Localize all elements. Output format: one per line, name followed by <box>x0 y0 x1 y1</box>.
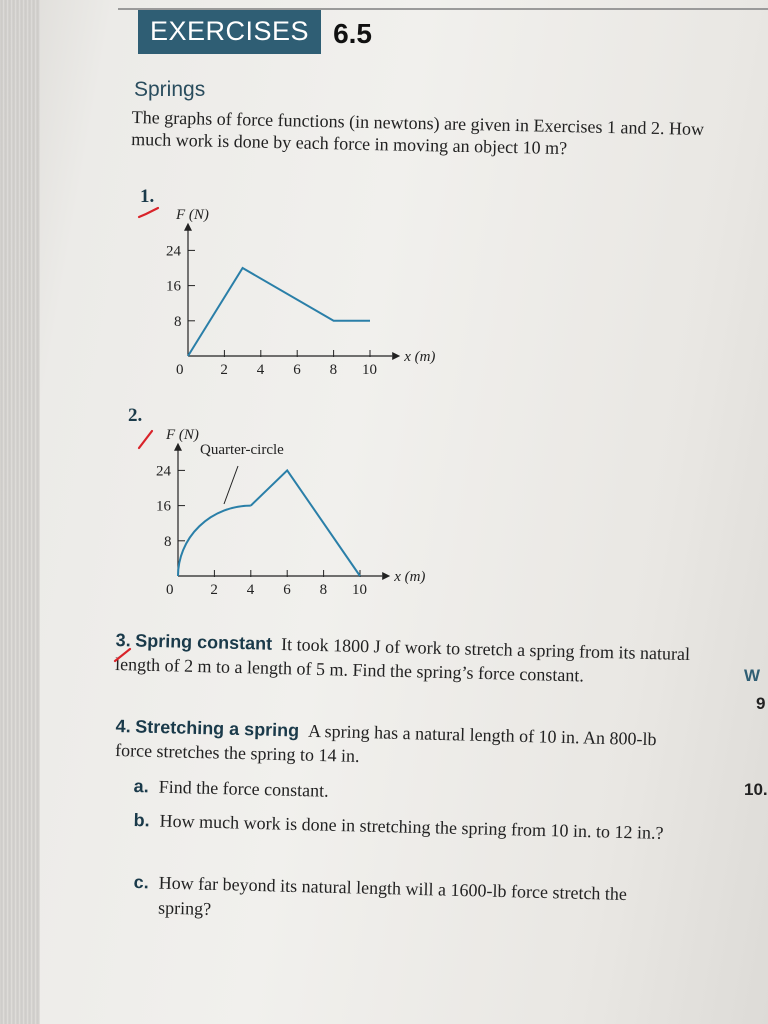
y-tick-label: 24 <box>156 463 171 480</box>
problem-4-number: 4. <box>115 715 131 737</box>
problem-3-title: Spring constant <box>134 630 273 654</box>
part-b-letter: b. <box>133 809 150 831</box>
y-tick-label: 24 <box>166 243 181 260</box>
y-tick-label: 8 <box>164 533 172 550</box>
y-axis-label: F (N) <box>176 206 209 223</box>
x-tick-label: 4 <box>246 582 255 598</box>
y-tick-label: 8 <box>174 313 182 330</box>
y-axis-arrow <box>184 223 192 231</box>
section-title: Springs <box>134 78 206 101</box>
x-tick-label: 0 <box>166 582 174 598</box>
graph-1 <box>150 186 480 401</box>
quarter-circle-annotation: Quarter-circle <box>200 442 284 458</box>
graph-1-svg <box>150 186 480 396</box>
part-c-text: How far beyond its natural length will a 1600-lb force stretch the spring? <box>157 872 628 919</box>
x-tick-label: 2 <box>210 582 218 598</box>
part-b-text: How much work is done in stretching the spring from 10 in. to 12 in.? <box>159 810 664 843</box>
force-curve <box>188 268 370 356</box>
quarter-circle-curve <box>178 506 251 576</box>
x-tick-label: 2 <box>220 362 228 378</box>
problem-4-text: A spring has a natural length of 10 in. An 800-lb force stretches the spring to 14 in. <box>114 720 657 766</box>
x-axis-label: x (m) <box>404 349 436 365</box>
header-label: EXERCISES <box>138 10 321 54</box>
x-axis-arrow <box>382 572 390 580</box>
part-a-letter: a. <box>133 775 149 797</box>
problem-3-text: It took 1800 J of work to stretch a spring from its natural length of 2 m to a length of 5 m. Find the spring’s force constant. <box>114 634 691 686</box>
header-number: 6.5 <box>333 18 372 49</box>
exercise-2-number: 2. <box>128 405 143 426</box>
x-tick-label: 10 <box>362 362 377 378</box>
y-axis-arrow <box>174 443 182 451</box>
exercise-1-number: 1. <box>140 186 155 207</box>
graph-2 <box>138 404 468 619</box>
problem-4-title: Stretching a spring <box>134 716 300 741</box>
x-tick-label: 8 <box>319 582 328 598</box>
y-tick-label: 16 <box>166 278 181 295</box>
x-axis-arrow <box>392 352 400 360</box>
y-tick-label: 16 <box>156 498 171 515</box>
x-tick-label: 0 <box>176 362 184 378</box>
x-tick-label: 8 <box>329 362 338 378</box>
y-axis-label: F (N) <box>166 426 199 443</box>
check-mark-3 <box>112 646 134 664</box>
exercises-header <box>138 10 382 54</box>
x-tick-label: 6 <box>293 362 301 378</box>
force-curve <box>251 470 360 576</box>
margin-fragment-9: 9 <box>756 694 766 713</box>
part-c-letter: c. <box>133 871 149 893</box>
graph-2-svg <box>138 404 468 614</box>
problem-3-number: 3. <box>115 629 131 651</box>
x-tick-label: 10 <box>352 582 367 598</box>
section-intro: The graphs of force functions (in newtons) are given in Exercises 1 and 2. How much work is done by each force in moving an object 10 m? <box>131 106 705 159</box>
margin-fragment-w: W <box>744 666 761 685</box>
annotation-leader-line <box>224 466 238 504</box>
page-edges <box>0 0 40 1024</box>
x-tick-label: 4 <box>256 362 265 378</box>
part-a-text: Find the force constant. <box>158 776 329 801</box>
margin-fragment-10: 10. <box>744 780 768 799</box>
x-tick-label: 6 <box>283 582 291 598</box>
x-axis-label: x (m) <box>394 569 426 585</box>
